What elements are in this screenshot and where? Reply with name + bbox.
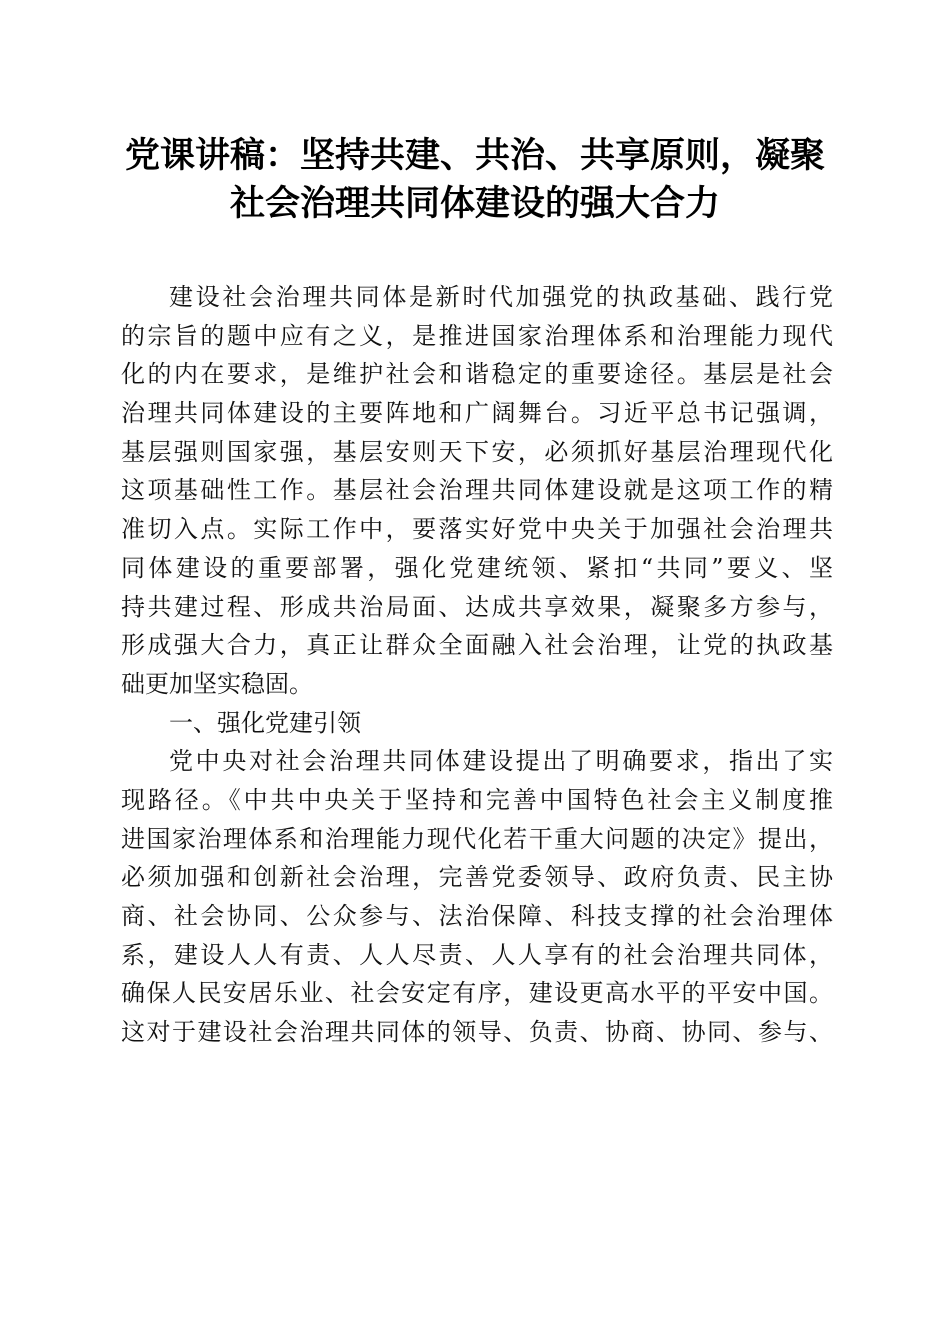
text-line: 化的内在要求，是维护社会和谐稳定的重要途径。基层是社会 [121, 360, 833, 389]
paragraph-2 [121, 742, 833, 1052]
text-line: 现路径。《中共中央关于坚持和完善中国特色社会主义制度推 [121, 785, 833, 814]
text-line: 治理共同体建设的主要阵地和广阔舞台。习近平总书记强调， [121, 399, 833, 428]
text-line: 进国家治理体系和治理能力现代化若干重大问题的决定》提出， [121, 824, 833, 853]
text-line: 形成强大合力，真正让群众全面融入社会治理，让党的执政基 [121, 631, 833, 660]
text-line: 的宗旨的题中应有之义，是推进国家治理体系和治理能力现代 [121, 321, 833, 350]
text-line: 这对于建设社会治理共同体的领导、负责、协商、协同、参与、 [121, 1018, 833, 1047]
text-line: 商、社会协同、公众参与、法治保障、科技支撑的社会治理体 [121, 902, 833, 930]
title-line-1: 党课讲稿：坚持共建、共治、共享原则，凝聚 [124, 135, 825, 176]
title-line-2: 社会治理共同体建设的强大合力 [229, 183, 720, 224]
text-line: 必须加强和创新社会治理，完善党委领导、政府负责、民主协 [121, 863, 833, 892]
text-line: 础更加坚实稳固。 [121, 669, 313, 698]
text-line: 系，建设人人有责、人人尽责、人人享有的社会治理共同体， [121, 940, 833, 969]
text-line: 基层强则国家强，基层安则天下安，必须抓好基层治理现代化 [121, 437, 833, 466]
text-line: 建设社会治理共同体是新时代加强党的执政基础、践行党 [169, 283, 833, 311]
document-title [100, 132, 850, 228]
text-line: 这项基础性工作。基层社会治理共同体建设就是这项工作的精 [121, 476, 833, 505]
section-heading-1: 一、强化党建引领 [169, 708, 361, 737]
text-line: 确保人民安居乐业、社会安定有序，建设更高水平的平安中国。 [121, 979, 833, 1008]
paragraph-1 [121, 278, 833, 704]
text-line: 党中央对社会治理共同体建设提出了明确要求，指出了实 [169, 747, 833, 776]
document-body [121, 278, 833, 1052]
text-line: 同体建设的重要部署，强化党建统领、紧扣“共同”要义、坚 [121, 553, 833, 582]
text-line: 准切入点。实际工作中，要落实好党中央关于加强社会治理共 [121, 515, 833, 544]
text-line: 持共建过程、形成共治局面、达成共享效果，凝聚多方参与， [121, 592, 833, 621]
